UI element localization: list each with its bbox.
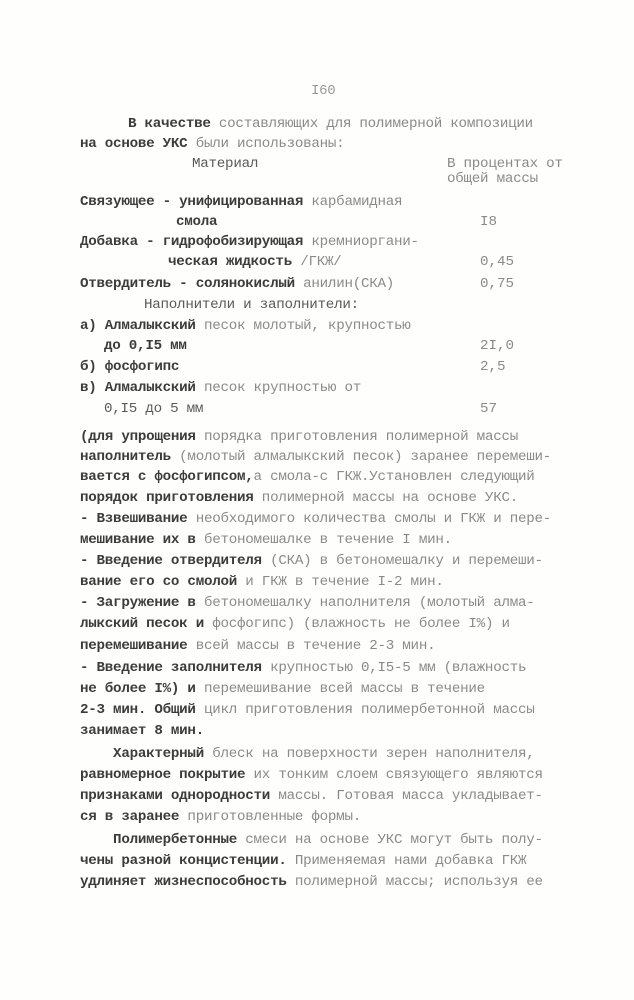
text: песок крупностью от <box>195 380 361 396</box>
text-bold: В качестве <box>128 116 211 132</box>
text: блеск на поверхности зерен наполнителя, <box>203 746 535 762</box>
text: а смола-с ГКЖ.Установлен следующий <box>253 469 535 485</box>
text: карбамидная <box>303 194 403 210</box>
text: фосфогипс) (влажность не более I%) и <box>203 616 510 632</box>
body-line <box>80 448 551 467</box>
text-bold: Связующее - унифицированная <box>80 194 304 210</box>
text-bold: признаками однородности <box>80 788 271 804</box>
body-line <box>80 722 204 741</box>
para2-line <box>80 745 535 764</box>
text: бетономешалку наполнителя (молотый алма- <box>195 595 535 611</box>
body-line <box>80 701 535 720</box>
row-additive-value: 0,45 <box>480 254 515 270</box>
text: крупностью 0,I5-5 мм (влажность <box>261 660 527 676</box>
text-bold: Полимербетонные <box>80 832 238 848</box>
para3-line <box>80 873 543 892</box>
body-line <box>80 680 485 699</box>
text-bold: наполнитель <box>80 449 171 465</box>
body-line <box>80 489 518 508</box>
body-line <box>80 594 535 613</box>
text-bold: на основе УКС <box>80 136 188 152</box>
text: порядка приготовления полимерной массы <box>195 429 518 445</box>
text-bold: - Введение отвердителя <box>80 553 262 569</box>
intro-line-1 <box>128 115 533 134</box>
body-line <box>80 552 543 571</box>
filler-c-cont: 0,I5 до 5 мм <box>104 401 204 417</box>
text-bold: Характерный <box>80 746 204 762</box>
filler-b-value: 2,5 <box>480 359 506 375</box>
text-bold: не более I%) и <box>80 681 196 697</box>
header-percent-1: В процентах от <box>447 156 563 172</box>
page-number: I60 <box>311 83 336 99</box>
text-bold: занимает 8 мин. <box>80 723 204 739</box>
filler-c-value: 57 <box>480 401 498 417</box>
text-bold: удлиняет жизнеспособность <box>80 874 287 890</box>
text: составляющих для полимерной композиции <box>210 116 533 132</box>
filler-a-value: 2I,0 <box>480 338 515 354</box>
text: массы. Готовая масса укладывает- <box>270 788 543 804</box>
para3-line <box>80 852 526 871</box>
text: цикл приготовления полимербетонной массы <box>195 702 535 718</box>
text: анилин(СКА) <box>294 276 395 292</box>
text-bold: - Взвешивание <box>80 511 188 527</box>
row-additive <box>80 233 419 252</box>
text-bold: вание его со смолой <box>80 574 238 590</box>
row-binder-value: I8 <box>480 214 498 230</box>
row-additive-cont <box>168 253 342 272</box>
body-line <box>80 468 535 487</box>
para3-line <box>80 831 543 850</box>
text-bold: - Загружение в <box>80 595 196 611</box>
row-binder-cont: смола <box>176 214 218 230</box>
text: песок молотый, крупностью <box>195 318 411 334</box>
body-line <box>80 659 526 678</box>
text-bold: Добавка - гидрофобизирующая <box>80 234 304 250</box>
header-material: Материал <box>192 156 259 172</box>
text-bold: перемешивание <box>80 638 188 654</box>
text: и ГКЖ в течение I-2 мин. <box>237 574 444 590</box>
body-line <box>80 428 518 447</box>
text-bold: лыкский песок и <box>80 616 204 632</box>
text-bold: мешивание их в <box>80 532 196 548</box>
text-bold: ся в заранее <box>80 809 180 825</box>
text: смеси на основе УКС могут быть полу- <box>237 832 543 848</box>
body-line <box>80 637 435 656</box>
text-bold: Отвердитель - солянокислый <box>80 276 295 292</box>
body-line <box>80 615 510 634</box>
row-hardener <box>80 275 394 294</box>
row-hardener-value: 0,75 <box>480 276 515 292</box>
body-line <box>80 573 444 592</box>
text-bold: 2-3 мин. Общий <box>80 702 196 718</box>
header-percent-2: общей массы <box>447 171 538 187</box>
para2-line <box>80 766 543 785</box>
text: /ГКЖ/ <box>291 254 342 270</box>
text: бетономешалке в течение I мин. <box>195 532 452 548</box>
text: Применяемая нами добавка ГКЖ <box>286 853 527 869</box>
para2-line <box>80 808 361 827</box>
text-bold: вается с фосфогипсом, <box>80 469 254 485</box>
text-bold: порядок приготовления <box>80 490 254 506</box>
text: кремниоргани- <box>303 234 419 250</box>
body-line <box>80 531 452 550</box>
text: (СКА) в бетономешалку и перемеши- <box>261 553 543 569</box>
text-bold: ческая жидкость <box>168 254 292 270</box>
fillers-heading: Наполнители и заполнители: <box>144 297 359 313</box>
filler-b: б) фосфогипс <box>80 359 180 375</box>
filler-c <box>80 379 361 398</box>
para2-line <box>80 787 543 806</box>
text: их тонким слоем связующего являются <box>245 767 543 783</box>
filler-a-cont: до 0,I5 мм <box>104 338 187 354</box>
intro-line-2 <box>80 135 344 154</box>
text: (молотый алмалыкский песок) заранее перемеши- <box>170 449 552 465</box>
text: всей массы в течение 2-3 мин. <box>187 638 436 654</box>
text: перемешивание всей массы в течение <box>195 681 485 697</box>
text-bold: в) Алмалыкский <box>80 380 196 396</box>
text-bold: (для упрощения <box>80 429 196 445</box>
text: приготовленные формы. <box>179 809 361 825</box>
filler-a <box>80 317 411 336</box>
text-bold: чены разной концистенции. <box>80 853 287 869</box>
text: необходимого количества смолы и ГКЖ и пере- <box>187 511 552 527</box>
row-binder <box>80 193 402 212</box>
text-bold: равномерное покрытие <box>80 767 246 783</box>
text-bold: а) Алмалыкский <box>80 318 196 334</box>
text: были использованы: <box>187 136 345 152</box>
text: полимерной массы; используя ее <box>286 874 543 890</box>
body-line <box>80 510 551 529</box>
text-bold: - Введение заполнителя <box>80 660 262 676</box>
text: полимерной массы на основе УКС. <box>253 490 518 506</box>
